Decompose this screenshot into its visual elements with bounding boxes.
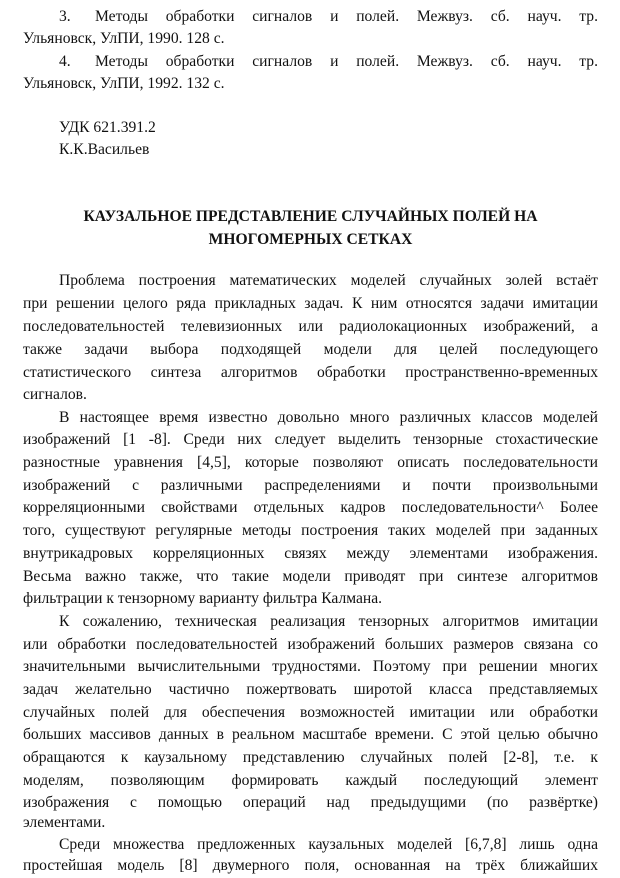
body-line: также задачи выбора подходящей модели для целей последующего [23,341,598,358]
body-line: Проблема построения математических моделей случайных золей встаёт [59,272,598,289]
reference-4-line2: Ульяновск, УлПИ, 1992. 132 с. [23,75,225,92]
article-title-line2: МНОГОМЕРНЫХ СЕТКАХ [208,231,413,248]
body-line: задач желательно частично пожертвовать широтой класса представляемых [23,681,598,698]
body-line: статистического синтеза алгоритмов обработки пространственно-временных [23,364,598,381]
reference-number: 4. [59,53,71,70]
body-line: В настоящее время известно довольно много различных классов моделей [59,409,598,426]
body-line: или обработки последовательностей изображений больших размеров связана со [23,636,598,653]
body-line: внутрикадровых корреляционных связях между элементами изображения. [23,545,598,562]
reference-text: Методы обработки сигналов и полей. Межвуз. сб. науч. тр. [95,53,598,70]
body-line: К сожалению, техническая реализация тензорных алгоритмов имитации [59,613,598,630]
body-line: изображений [1 -8]. Среди них следует выделить тензорные стохастические [23,431,598,448]
body-line: изображения с помощью операций над предыдущими (по развёртке) [23,794,598,811]
body-line: корреляционными свойствами отдельных кадров последовательности^ Более [23,499,598,516]
udk-code: УДК 621.391.2 [59,119,156,136]
body-line: случайных полей для обеспечения возможностей имитации или обработки [23,704,598,721]
body-line: Среди множества предложенных каузальных моделей [6,7,8] лишь одна [59,836,598,853]
article-title-line1: КАУЗАЛЬНОЕ ПРЕДСТАВЛЕНИЕ СЛУЧАЙНЫХ ПОЛЕЙ НА [83,208,538,225]
body-line: значительными вычислительными трудностями. Поэтому при решении многих [23,658,598,675]
body-line: моделям, позволяющим формировать каждый последующий элемент [23,772,598,789]
body-line: элементами. [23,814,106,831]
body-line: разностные уравнения [4,5], которые позволяют описать последовательности [23,454,598,471]
body-line: последовательностей телевизионных или радиолокационных изображений, а [23,318,598,335]
body-line: обращаются к каузальному представлению случайных полей [2-8], т.е. к [23,749,598,766]
body-line: Весьма важно также, что такие модели приводят при синтезе алгоритмов [23,568,598,585]
reference-3-line1 [59,6,598,28]
body-line: при решении целого ряда прикладных задач. К ним относятся задачи имитации [23,295,598,312]
body-line: изображений с различными распределениями и почти произвольными [23,477,598,494]
reference-3-line2: Ульяновск, УлПИ, 1990. 128 с. [23,30,225,47]
body-line: больших массивов данных в реальном масштабе времени. С этой целью обычно [23,726,598,743]
body-line: простейшая модель [8] двумерного поля, основанная на трёх ближайших [23,857,598,874]
reference-text: Методы обработки сигналов и полей. Межвуз. сб. науч. тр. [95,8,598,25]
body-line: того, существуют регулярные методы построения таких моделей при заданных [23,522,598,539]
author-name: К.К.Васильев [59,141,150,158]
reference-4-line1 [59,51,598,73]
reference-number: 3. [59,8,71,25]
body-line: сигналов. [23,386,87,403]
body-line: фильтрации к тензорному варианту фильтра Калмана. [23,590,383,607]
